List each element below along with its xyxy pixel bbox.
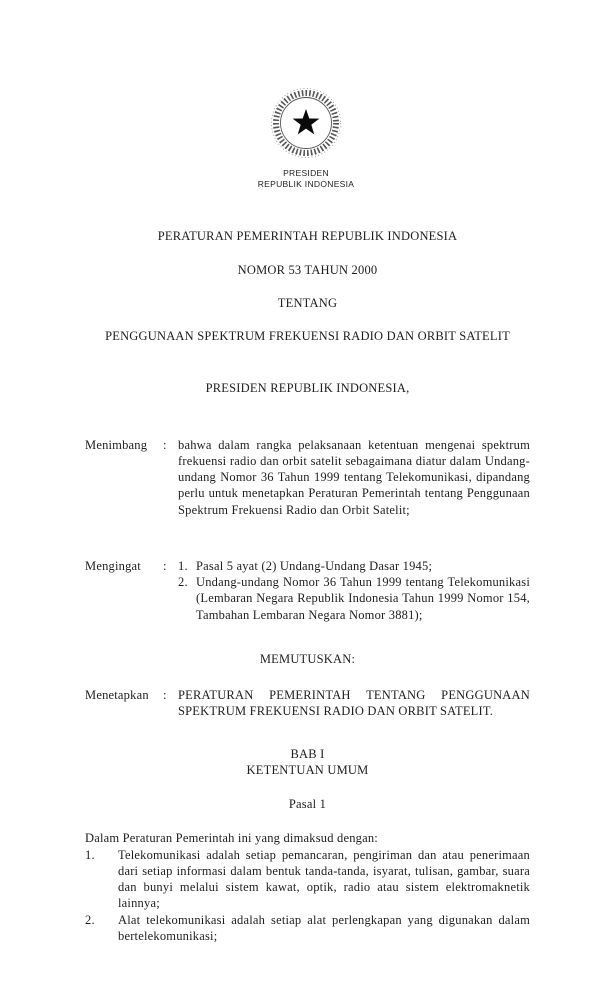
menimbang-body: bahwa dalam rangka pelaksanaan ketentuan mengenai spektrum frekuensi radio dan orbit satelit sebagaimana diatur dalam Undang-undang Nomor 36 Tahun 1999 tentang Telekomunikasi, dipandang perlu untuk menetapkan Peraturan Pemerintah tentang Penggunaan Spektrum Frekuensi Radio dan Orbit Satelit; [178,437,530,517]
list-item-text: Pasal 5 ayat (2) Undang-Undang Dasar 1945; [196,558,433,573]
menetapkan-colon: : [163,688,167,703]
letterhead-text [0,168,612,190]
title-line-number: NOMOR 53 TAHUN 2000 [237,262,378,277]
letterhead-line-republik: REPUBLIK INDONESIA [257,179,355,190]
menimbang-clause [85,437,530,518]
list-item [178,574,530,623]
document-body [0,228,612,944]
memutuskan-heading: MEMUTUSKAN: [259,651,356,666]
article-item-number: 2. [85,912,95,927]
star-icon [293,109,320,134]
chapter-number: BAB I [290,746,325,761]
title-line-regulation: PERATURAN PEMERINTAH REPUBLIK INDONESIA [157,229,458,244]
mengingat-list [178,558,530,623]
article-item-text: Alat telekomunikasi adalah setiap alat perlengkapan yang digunakan dalam bertelekomunikasi; [118,912,530,943]
menetapkan-body: PERATURAN PEMERINTAH TENTANG PENGGUNAAN SPEKTRUM FREKUENSI RADIO DAN ORBIT SATELIT. [178,688,530,719]
salutation: PRESIDEN REPUBLIK INDONESIA, [205,381,410,396]
letterhead-line-presiden: PRESIDEN [283,168,329,179]
presidential-seal-icon [267,84,345,162]
article-item-number: 1. [85,847,95,862]
article-item [85,847,530,912]
list-item-text: Undang-undang Nomor 36 Tahun 1999 tentang Telekomunikasi (Lembaran Negara Republik Indonesia Tahun 1999 Nomor 154, Tambahan Lembaran Negara Nomor 3881); [196,575,530,622]
mengingat-clause [85,558,530,623]
list-item-number: 1. [178,558,188,573]
menimbang-colon: : [163,437,167,452]
article-item-text: Telekomunikasi adalah setiap pemancaran, pengiriman dan atau penerimaan dari setiap informasi dalam bentuk tanda-tanda, isyarat, tulisan, gambar, suara dan bunyi melalui sistem kawat, optik, radio atau sistem elektromaknetik lainnya; [118,847,530,911]
article-heading: Pasal 1 [288,797,327,812]
menimbang-label: Menimbang [85,437,148,452]
title-line-tentang: TENTANG [277,295,338,310]
article-item [85,912,530,945]
mengingat-label: Mengingat [85,558,141,573]
title-line-subject: PENGGUNAAN SPEKTRUM FREKUENSI RADIO DAN ORBIT SATELIT [105,329,510,344]
chapter-title: KETENTUAN UMUM [246,762,369,777]
document-title [85,228,530,344]
article-intro: Dalam Peraturan Pemerintah ini yang dimaksud dengan: [85,831,378,846]
menetapkan-label: Menetapkan [85,688,149,703]
letterhead [0,0,612,190]
chapter-heading [85,746,530,779]
list-item [178,558,530,574]
list-item-number: 2. [178,575,188,590]
menetapkan-clause [85,687,530,720]
mengingat-colon: : [163,558,167,573]
